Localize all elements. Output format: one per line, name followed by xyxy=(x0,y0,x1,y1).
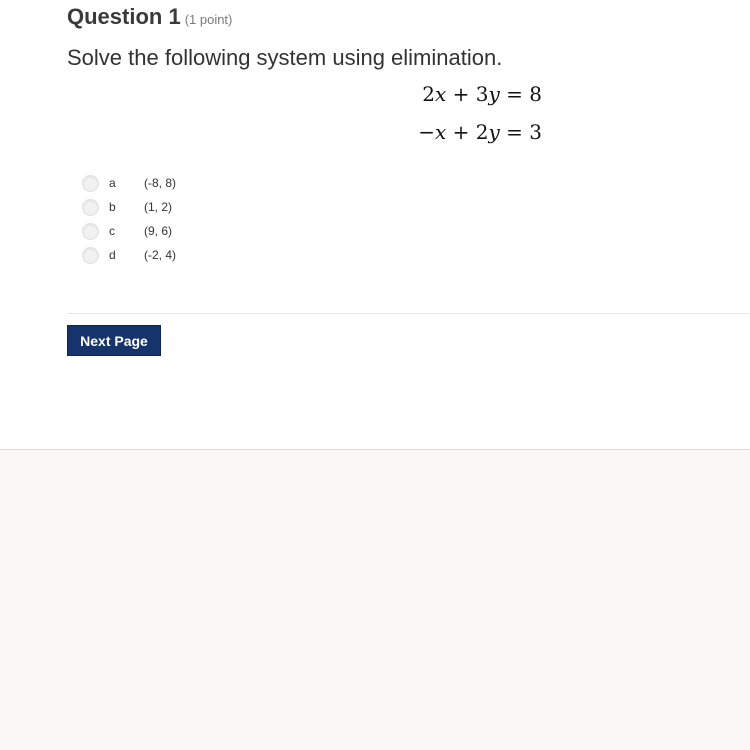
option-value: (-2, 4) xyxy=(144,248,177,262)
equation-system xyxy=(400,80,570,156)
radio-button-b[interactable] xyxy=(82,199,99,216)
option-d[interactable] xyxy=(82,243,176,267)
question-prompt: Solve the following system using elimination. xyxy=(67,45,503,70)
option-value: (-8, 8) xyxy=(144,176,177,190)
equation-1: 2x + 3y = 8 xyxy=(422,82,542,106)
option-value: (9, 6) xyxy=(144,224,173,238)
radio-button-c[interactable] xyxy=(82,223,99,240)
question-header xyxy=(67,4,232,30)
option-c[interactable] xyxy=(82,219,176,243)
option-b[interactable] xyxy=(82,195,176,219)
option-letter: d xyxy=(109,248,116,262)
option-value: (1, 2) xyxy=(144,200,173,214)
option-letter: b xyxy=(109,200,116,214)
equation-2: −x + 2y = 3 xyxy=(418,120,542,144)
option-a[interactable] xyxy=(82,171,176,195)
radio-button-a[interactable] xyxy=(82,175,99,192)
option-letter: a xyxy=(109,176,116,190)
divider xyxy=(67,313,750,314)
option-letter: c xyxy=(109,224,115,238)
radio-button-d[interactable] xyxy=(82,247,99,264)
question-title: Question 1 xyxy=(67,4,181,29)
next-page-button[interactable]: Next Page xyxy=(67,325,161,356)
answer-options xyxy=(82,171,176,267)
question-points: (1 point) xyxy=(184,12,233,27)
